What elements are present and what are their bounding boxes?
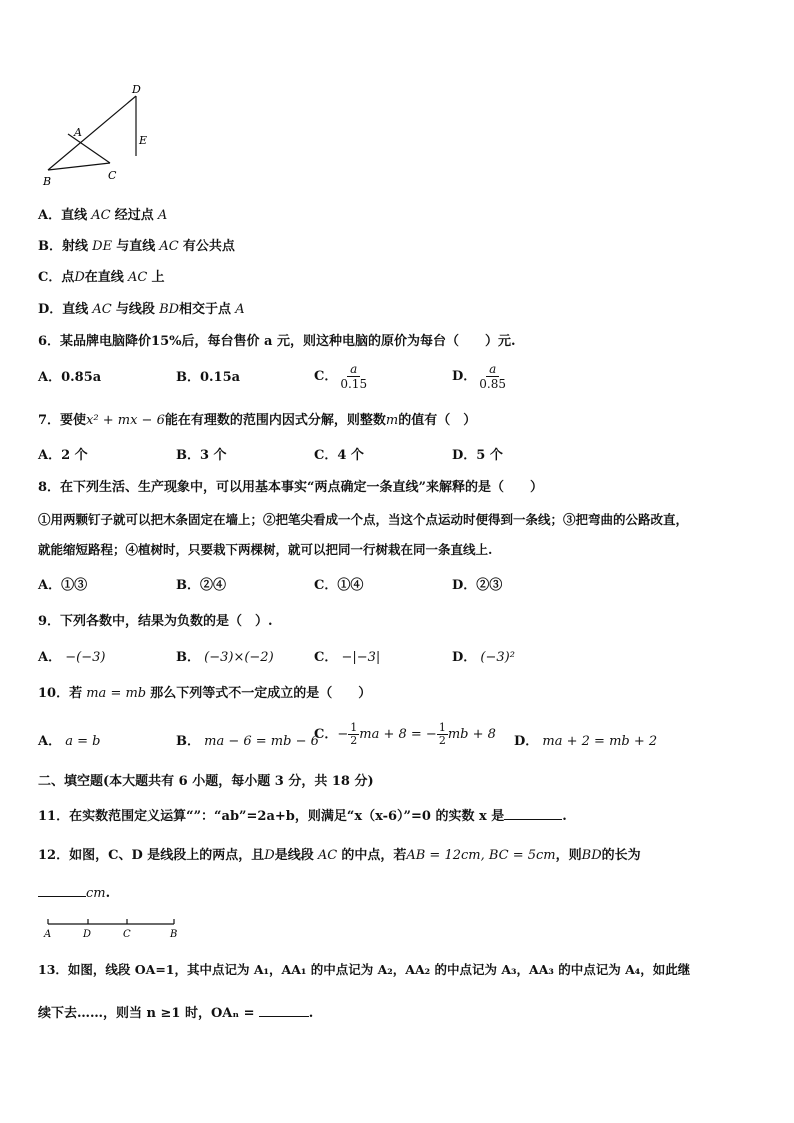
label-b: B bbox=[43, 175, 52, 188]
seg-label-b: B bbox=[170, 929, 178, 940]
q6-option-b: B．0.15a bbox=[176, 370, 241, 385]
q8-line1: ①用两颗钉子就可以把木条固定在墙上；②把笔尖看成一个点，当这个点运动时便得到一条线；③把弯曲的公路改直， bbox=[38, 512, 689, 527]
q13-line1: 13．如图，线段 OA=1，其中点记为 A₁，AA₁ 的中点记为 A₂，AA₂ 的中点记为 A₃，AA₃ 的中点记为 A₄，如此继 bbox=[38, 962, 691, 977]
q6-option-d: D． $\frac{a}{0.85}$ bbox=[452, 362, 506, 391]
label-e: E bbox=[139, 134, 148, 147]
q10-option-d: D． ma + 2 = mb + 2 bbox=[514, 734, 658, 749]
label-c: C bbox=[108, 169, 117, 182]
q11-stem: 11．在实数范围定义运算“”：“ab”=2a+b，则满足“x（x-6）”=0 的实数 x 是 . bbox=[38, 809, 567, 824]
seg-label-c: C bbox=[123, 929, 131, 940]
q9-option-a: A． −(−3) bbox=[38, 650, 106, 665]
segment-figure bbox=[40, 916, 185, 940]
seg-label-d: D bbox=[83, 929, 92, 940]
q10-option-b: B． ma − 6 = mb − 6 bbox=[176, 734, 319, 749]
line-bd bbox=[48, 96, 136, 170]
q8-option-b: B．②④ bbox=[176, 578, 226, 593]
q7-option-d: D．5 个 bbox=[452, 448, 503, 463]
q6-option-c: C． $\frac{a}{0.15}$ bbox=[314, 362, 368, 391]
q10-option-c: C．− $\frac{1}{2}$ ma + 8 = − $\frac{1}{2}$ mb + 8 bbox=[314, 721, 496, 747]
q11-answer-blank[interactable] bbox=[504, 807, 562, 820]
q9-stem: 9．下列各数中，结果为负数的是（ ）. bbox=[38, 614, 273, 629]
label-d: D bbox=[132, 83, 141, 96]
q7-option-a: A．2 个 bbox=[38, 448, 88, 463]
q5-option-a: A．直线 AC 经过点 A bbox=[38, 208, 168, 223]
q12-stem: 12．如图，C、D 是线段上的两点，且D是线段 AC 的中点，若AB = 12cm, BC = 5cm，则BD的长为 bbox=[38, 848, 641, 863]
q8-stem: 8．在下列生活、生产现象中，可以用基本事实“两点确定一条直线”来解释的是（ ） bbox=[38, 480, 544, 495]
q7-option-b: B．3 个 bbox=[176, 448, 227, 463]
q10-option-a: A． a = b bbox=[38, 734, 101, 749]
q8-line2: 就能缩短路程；④植树时，只要栽下两棵树，就可以把同一行树栽在同一条直线上. bbox=[38, 542, 493, 557]
q8-option-a: A．①③ bbox=[38, 578, 88, 593]
q5-option-d: D．直线 AC 与线段 BD相交于点 A bbox=[38, 302, 245, 317]
q10-stem: 10．若 ma = mb 那么下列等式不一定成立的是（ ） bbox=[38, 686, 372, 701]
q13-line2: 续下去……，则当 n ≥1 时，OAₙ = . bbox=[38, 1006, 314, 1021]
label-a: A bbox=[74, 126, 82, 139]
q13-answer-blank[interactable] bbox=[259, 1004, 309, 1017]
q8-option-d: D．②③ bbox=[452, 578, 503, 593]
q5-option-b: B．射线 DE 与直线 AC 有公共点 bbox=[38, 239, 235, 254]
seg-label-a: A bbox=[44, 929, 52, 940]
q9-option-b: B． (−3)×(−2) bbox=[176, 650, 274, 665]
triangle-figure bbox=[36, 82, 166, 190]
q6-stem: 6．某品牌电脑降价15%后，每台售价 a 元，则这种电脑的原价为每台（ ）元. bbox=[38, 334, 516, 349]
q7-stem: 7．要使x² + mx − 6能在有理数的范围内因式分解，则整数m的值有（ ） bbox=[38, 413, 477, 428]
q8-option-c: C．①④ bbox=[314, 578, 364, 593]
q12-answer-blank[interactable] bbox=[38, 884, 86, 897]
q6-option-a: A．0.85a bbox=[38, 370, 102, 385]
q9-option-c: C． −|−3| bbox=[314, 650, 381, 665]
q9-option-d: D． (−3)² bbox=[452, 650, 515, 665]
q7-option-c: C．4 个 bbox=[314, 448, 364, 463]
section2-title: 二、填空题(本大题共有 6 小题，每小题 3 分，共 18 分) bbox=[38, 774, 374, 789]
q12-answer-line: cm. bbox=[38, 884, 110, 902]
q5-option-c: C．点D在直线 AC 上 bbox=[38, 270, 165, 285]
line-bc bbox=[48, 163, 110, 170]
